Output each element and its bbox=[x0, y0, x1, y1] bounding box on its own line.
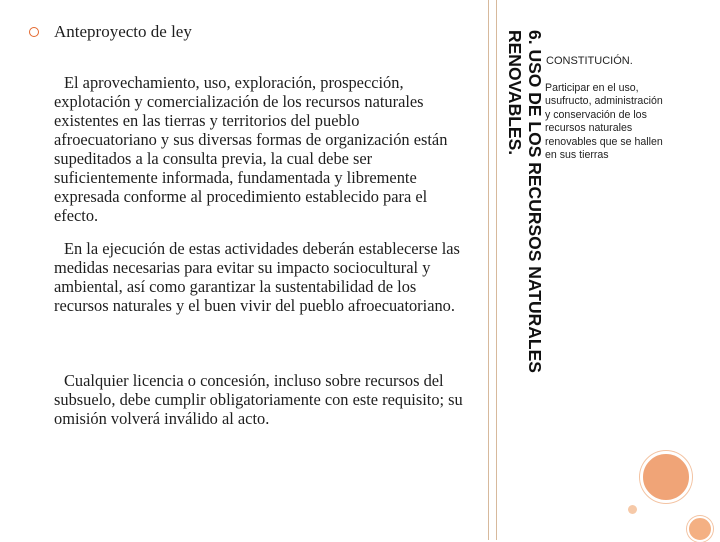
paragraph-1 bbox=[54, 73, 464, 225]
paragraph-1-text: El aprovechamiento, uso, exploración, prospección, explotación y comercialización de los recursos naturales existentes en las tierras y territorios del pueblo afroecuatoriano y sus diversas formas de organización están supeditados a la consulta previa, la cual debe ser suficientemente informada, fundamentada y libremente expresada conforme al procedimiento establecido para el efecto. bbox=[54, 73, 448, 225]
vertical-title bbox=[499, 30, 545, 382]
divider-line bbox=[496, 0, 497, 540]
bullet-circle-icon bbox=[29, 27, 39, 37]
slide-heading: Anteproyecto de ley bbox=[54, 22, 192, 41]
constitution-label: CONSTITUCIÓN. bbox=[546, 55, 633, 67]
decorative-circle-tiny bbox=[628, 505, 637, 514]
paragraph-3-text: Cualquier licencia o concesión, incluso sobre recursos del subsuelo, debe cumplir obligatoriamente con este requisito; su omisión volverá inválido al acto. bbox=[54, 371, 463, 428]
constitution-text: Participar en el uso, usufructo, administración y conservación de los recursos naturales renovables que se hallen en sus tierras bbox=[545, 82, 663, 162]
paragraph-2 bbox=[54, 239, 464, 315]
paragraph-2-text: En la ejecución de estas actividades deberán establecerse las medidas necesarias para evitar su impacto sociocultural y ambiental, así como garantizar la sustentabilidad de los recursos naturales y el buen vivir del pueblo afroecuatoriano. bbox=[54, 239, 460, 315]
divider-line bbox=[488, 0, 489, 540]
decorative-circle-large bbox=[640, 451, 692, 503]
vertical-title-line-2: RENOVABLES. bbox=[505, 30, 525, 156]
decorative-circle-small bbox=[687, 516, 713, 542]
vertical-title-line-1: 6. USO DE LOS RECURSOS NATURALES bbox=[525, 30, 545, 373]
paragraph-3 bbox=[54, 371, 464, 428]
